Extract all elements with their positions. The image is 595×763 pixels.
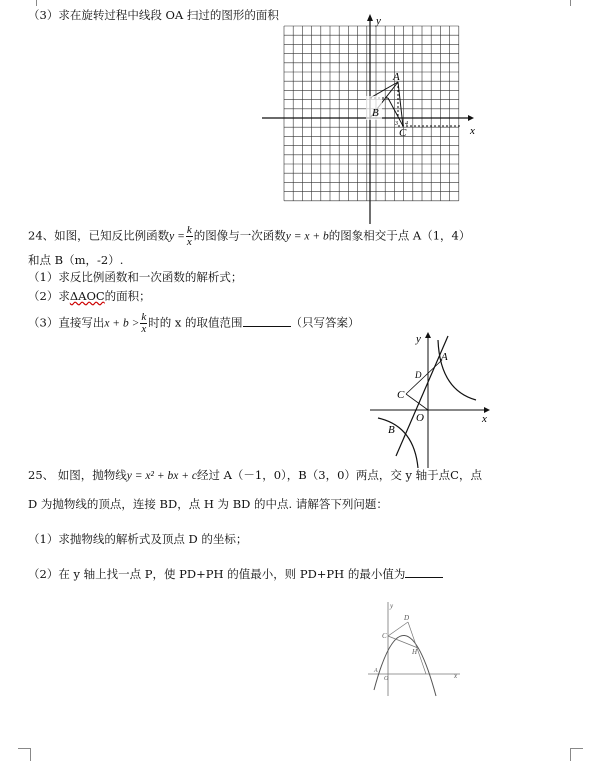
q24-fraction-k-over-x-2: $\frac{k}{x}$ bbox=[141, 311, 147, 335]
page-corner-mark bbox=[24, 0, 37, 6]
q25-label-C: C bbox=[382, 632, 387, 640]
q23-label-C: C bbox=[399, 127, 407, 139]
q25-label-x: x bbox=[454, 672, 458, 680]
page-corner-mark bbox=[18, 748, 31, 761]
q25-line2: D 为抛物线的顶点，连接 BD，点 H 为 BD 的中点. 请解答下列问题： bbox=[28, 497, 388, 511]
q24-label-O: O bbox=[416, 412, 424, 424]
q25-figure bbox=[364, 598, 464, 698]
q24-part1: （1）求反比例函数和一次函数的解析式； bbox=[28, 270, 243, 284]
q25-label-O: O bbox=[384, 676, 389, 682]
q23-tick-4: 4 bbox=[405, 121, 408, 127]
q24-part3: （3）直接写出x + b > $\frac{k}{x}$ 时的 x 的取值范围 （只写答案） bbox=[28, 311, 360, 335]
q23-label-y: y bbox=[376, 15, 381, 27]
q23-label-x: x bbox=[470, 125, 475, 137]
q25-part1: （1）求抛物线的解析式及顶点 D 的坐标； bbox=[28, 532, 248, 546]
q24-label-C: C bbox=[397, 389, 405, 401]
q25-label-A: A bbox=[374, 668, 378, 674]
q23-grid-figure bbox=[262, 12, 482, 228]
answer-blank-2 bbox=[405, 567, 443, 578]
q23-tick-3: 3 bbox=[395, 121, 398, 127]
q25-label-y: y bbox=[390, 602, 394, 610]
q25-intro: 25、 如图，抛物线y = x² + bx + c经过 A（－1，0），B（3，0）两点，交 y 轴于点C，点 bbox=[28, 468, 482, 482]
q24-label-y: y bbox=[416, 333, 421, 345]
q24-figure bbox=[366, 330, 496, 470]
q24-intro: 24、如图，已知反比例函数y = $\frac{k}{x}$ 的图像与一次函数y = x + b的图象相交于点 A（1，4） bbox=[28, 224, 471, 248]
q25-label-H: H bbox=[412, 648, 418, 656]
page-corner-mark bbox=[570, 748, 583, 761]
q24-line2: 和点 B（m，-2）. bbox=[28, 253, 124, 267]
q24-label-D: D bbox=[415, 370, 422, 380]
q24-label-A: A bbox=[441, 351, 448, 363]
q24-label-x: x bbox=[482, 413, 487, 425]
page-corner-mark bbox=[570, 0, 583, 6]
answer-blank bbox=[243, 316, 291, 327]
q24-label-B: B bbox=[388, 424, 395, 436]
q25-part2: （2）在 y 轴上找一点 P，使 PD+PH 的值最小，则 PD+PH 的最小值为 bbox=[28, 567, 443, 581]
q24-fraction-k-over-x: $\frac{k}{x}$ bbox=[186, 224, 192, 248]
q24-part2: （2）求ΔAOC的面积； bbox=[28, 289, 151, 303]
q23-part3: （3）求在旋转过程中线段 OA 扫过的图形的面积 bbox=[28, 8, 279, 22]
q25-label-D: D bbox=[404, 614, 410, 622]
q23-label-B: B bbox=[372, 107, 379, 119]
q23-label-A: A bbox=[393, 71, 400, 83]
